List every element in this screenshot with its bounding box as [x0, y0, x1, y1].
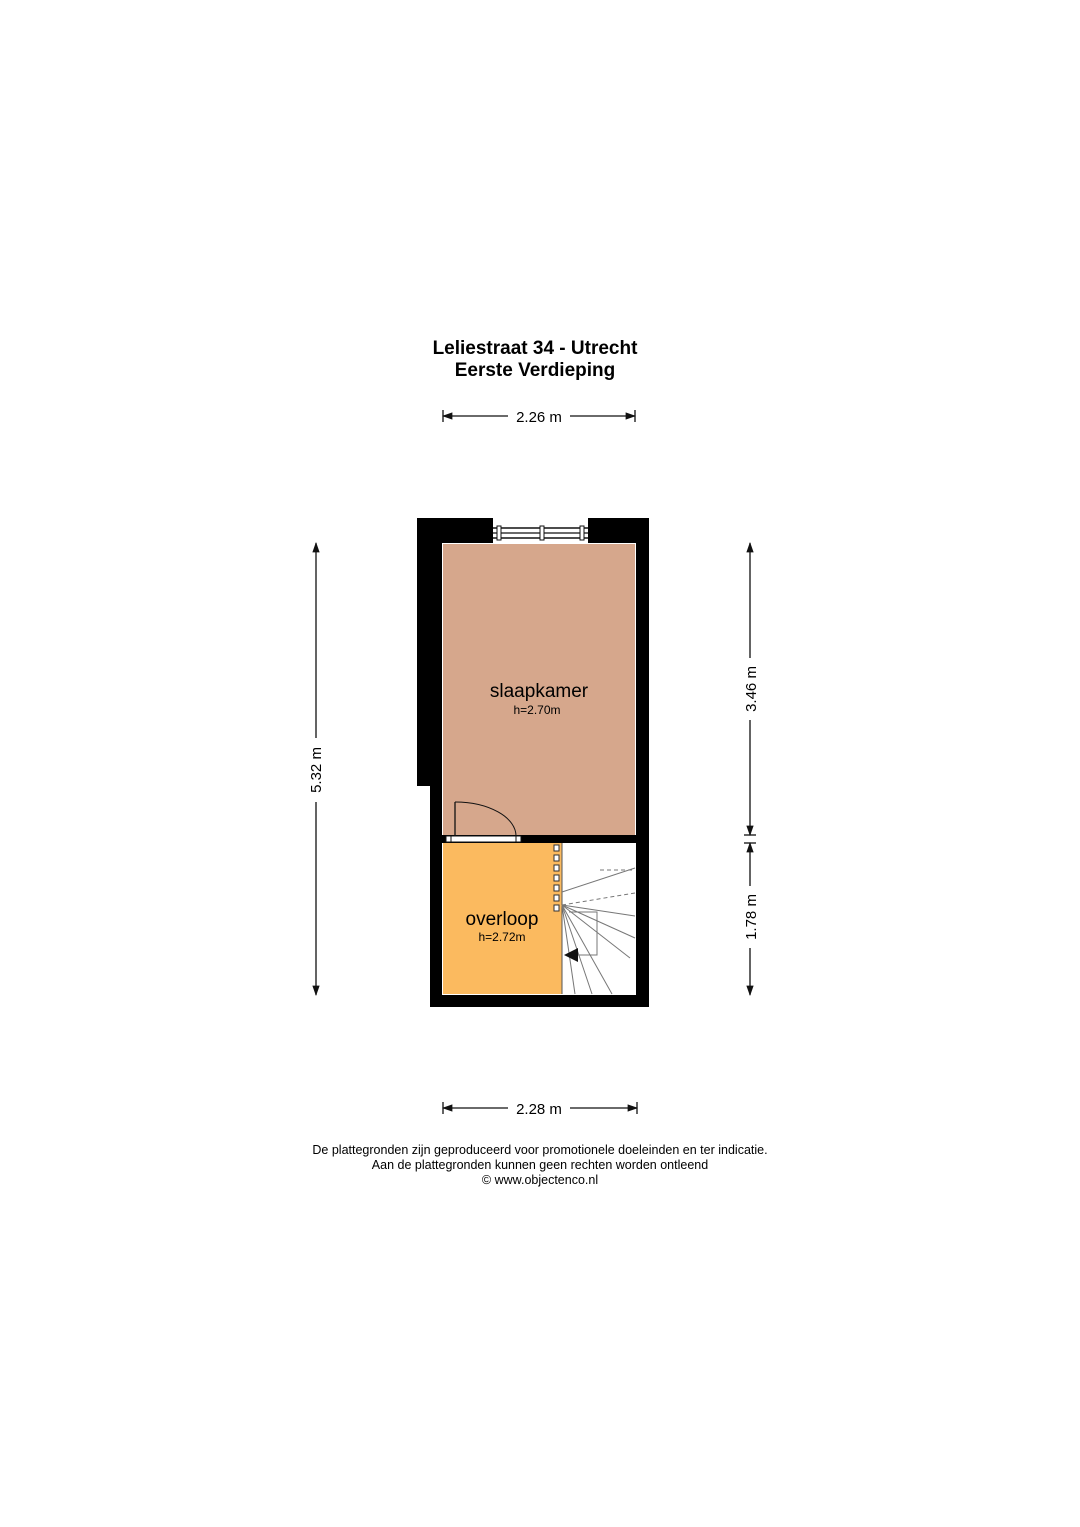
window-top	[493, 524, 588, 543]
room-height-overloop: h=2.72m	[478, 930, 526, 944]
dimension-bottom	[443, 1101, 637, 1118]
plan-title-address: Leliestraat 34 - Utrecht	[432, 338, 638, 359]
room-label-overloop: overloop	[465, 909, 539, 930]
dimension-bottom-label: 2.28 m	[516, 1101, 562, 1118]
dimension-right-upper	[743, 543, 760, 835]
room-label-slaapkamer: slaapkamer	[489, 681, 589, 702]
disclaimer-line-1: De plattegronden zijn geproduceerd voor promotionele doeleinden en ter indicatie.	[312, 1143, 768, 1157]
stairs	[554, 843, 635, 994]
dimension-right-lower	[743, 843, 760, 995]
dimension-left	[308, 543, 325, 995]
room-height-slaapkamer: h=2.70m	[513, 703, 561, 717]
plan-title-floor: Eerste Verdieping	[454, 360, 616, 381]
disclaimer-line-2: Aan de plattegronden kunnen geen rechten worden ontleend	[371, 1158, 709, 1172]
dimension-top	[443, 409, 635, 426]
dimension-right-upper-label: 3.46 m	[743, 666, 760, 712]
dimension-left-label: 5.32 m	[308, 747, 325, 793]
disclaimer-line-3: © www.objectenco.nl	[481, 1173, 599, 1187]
dimension-right-lower-label: 1.78 m	[743, 894, 760, 940]
dimension-top-label: 2.26 m	[516, 409, 562, 426]
